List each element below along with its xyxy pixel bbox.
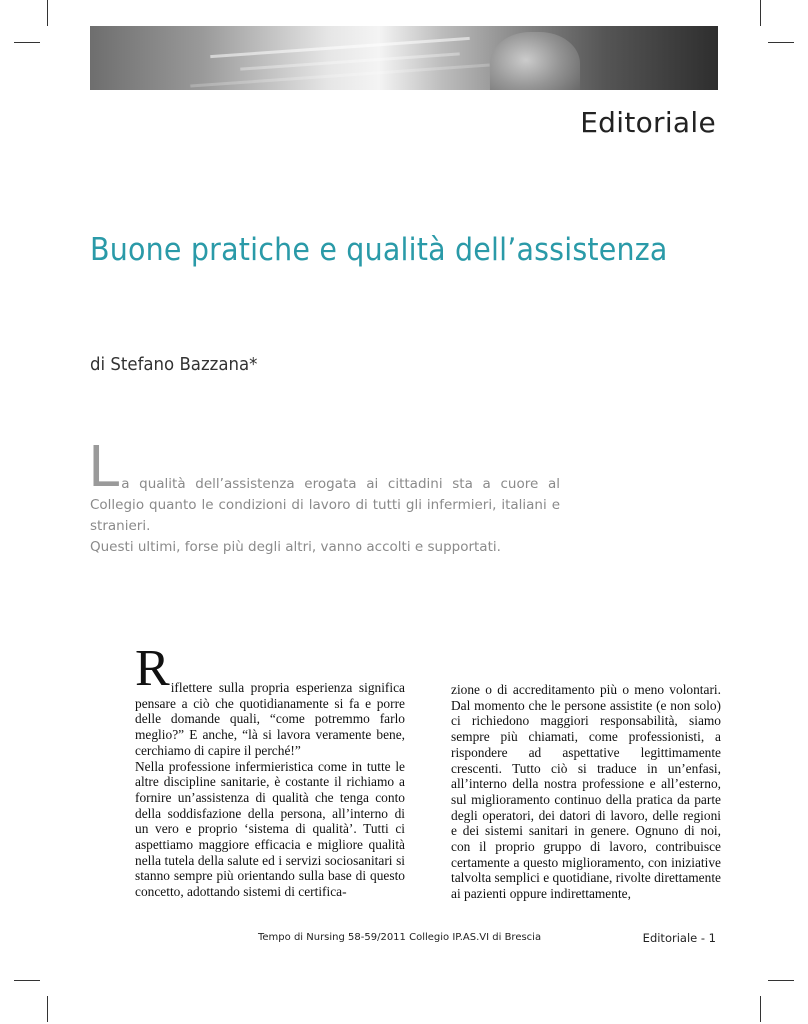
abstract-first-paragraph: a qualità dell’assistenza erogata ai cittadini sta a cuore al Collegio quanto le condizioni di lavoro di tutti gli infermieri, italiani e stranieri. [90,476,560,534]
crop-mark [14,980,40,981]
nurse-photo [490,32,580,90]
crop-mark [768,42,794,43]
crop-mark [47,996,48,1022]
body-paragraph-2: Nella professione infermieristica come in tutte le altre discipline sanitarie, è costante il richiamo a fornire un’assistenza di qualità che tenga conto della soddisfazione della persona, all’interno di un vero e proprio ‘sistema di qualità’. Tutti ci aspettiamo maggiore efficacia e migliore qualità nella tutela della salute ed i servizi sociosanitari si stanno sempre più orientando sulla base di questo concetto, adottando sistemi di certifica- [135,758,405,900]
crop-mark [14,42,40,43]
body-paragraph-3: zione o di accreditamento più o meno volontari. Dal momento che le persone assistite (e non solo) ci richiedono maggiori responsabilità, siamo sempre più chiamati, come professionisti, a rispondere ad aspettative legittimamente crescenti. Tutto ciò si traduce in un’enfasi, all’interno della nostra professione e all’esterno, sul miglioramento continuo della pratica da parte degli operatori, dei datori di lavoro, delle regioni e dei sistemi sanitari in genere. Ognuno di noi, con il proprio gruppo di lavoro, contribuisce certamente a questo miglioramento, con iniziative talvolta semplici e quotidiane, rivolte direttamente ai pazienti oppure indirettamente, [451,682,721,902]
abstract-second-paragraph: Questi ultimi, forse più degli altri, vanno accolti e supportati. [90,539,501,555]
section-title: Editoriale [580,106,716,139]
abstract-dropcap: L [88,435,120,500]
crop-mark [760,996,761,1022]
article-abstract [88,435,560,558]
crop-mark [768,980,794,981]
crop-mark [47,0,48,26]
footer-page-number: Editoriale - 1 [642,931,716,945]
article-author: di Stefano Bazzana* [90,354,258,375]
crop-mark [760,0,761,26]
footer-publication: Tempo di Nursing 58-59/2011 Collegio IP.AS.VI di Brescia [258,932,542,943]
header-banner-image [90,26,718,90]
article-body [135,640,721,902]
body-column-right [451,648,721,902]
body-dropcap: R [135,640,170,697]
body-paragraph-1: iflettere sulla propria esperienza significa pensare a ciò che quotidianamente si fa e porre delle domande quali, “come potremmo farlo meglio?” E anche, “là si lavora veramente bene, cerchiamo di capire il perché!” [135,680,405,758]
body-column-left [135,640,405,902]
article-title: Buone pratiche e qualità dell’assistenza [90,232,668,268]
